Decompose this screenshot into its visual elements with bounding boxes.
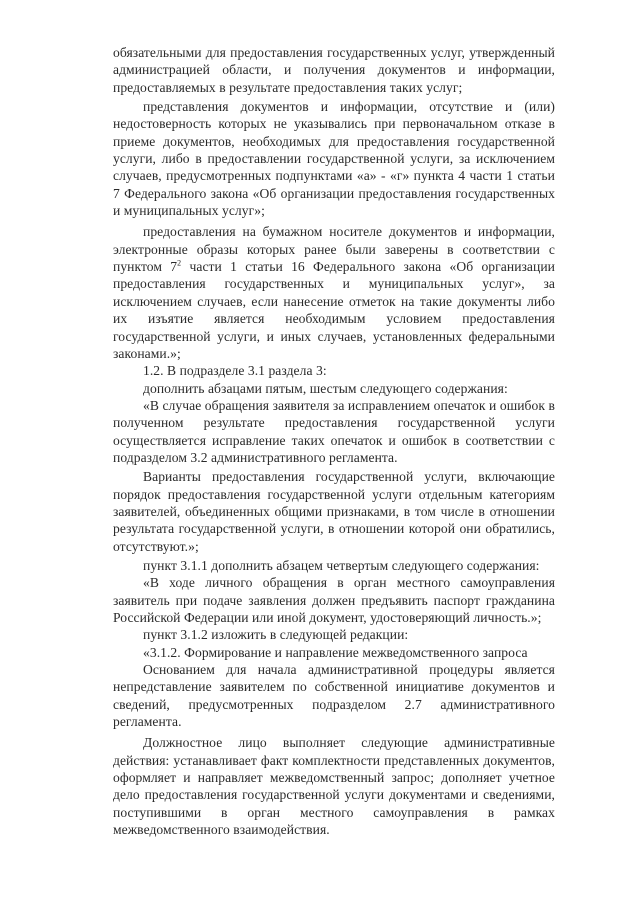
paragraph-basis: Основанием для начала административной процедуры является непредставление заявителем по собственной инициативе документов и сведений, предусмотренных подразделом 2.7 административного регламента.: [113, 662, 555, 730]
superscript-2: 2: [177, 258, 182, 268]
paragraph-heading-3-1-2: «3.1.2. Формирование и направление межведомственного запроса: [143, 644, 528, 660]
paragraph-continuation: обязательными для предоставления государственных услуг, утвержденный администрацией области, и получения документов и информации, предоставляемых в результате предоставления таких услуг;: [113, 45, 555, 95]
paragraph-official-actions: Должностное лицо выполняет следующие административные действия: устанавливает факт комплектности представленных документов, оформляет и направляет межведомственный запрос; дополняет учетное дело предоставления государственной услуги документами и сведениями, поступившими в орган местного самоуправления в рамках межведомственного взаимодействия.: [113, 735, 555, 838]
paragraph-point-3-1-1: пункт 3.1.1 дополнить абзацем четвертым следующего содержания:: [143, 557, 540, 573]
document-body: [113, 44, 555, 838]
paragraph-add-abzacy: дополнить абзацами пятым, шестым следующего содержания:: [143, 380, 508, 396]
paragraph-paper-documents-part2: части 1 статьи 16 Федерального закона «Об организации предоставления государственных и муниципальных услуг», за исключением случаев, если нанесение отметок на такие документы либо их изъятие является необходимым условием предоставления государственной услуги, и иных случаев, установленных федеральными законами.»;: [113, 259, 555, 361]
paragraph-section-1-2: 1.2. В подразделе 3.1 раздела 3:: [143, 363, 327, 379]
paragraph-errors-correction: «В случае обращения заявителя за исправлением опечаток и ошибок в полученном результате предоставления государственной услуги осуществляется исправление таких опечаток и ошибок в соответствии с подразделом 3.2 административного регламента.: [113, 397, 555, 465]
paragraph-paper-documents: [113, 223, 555, 362]
paragraph-paper-documents-part1: предоставления на бумажном носителе документов и информации, электронные образы которых ранее были заверены в соответствии с пунктом 7: [113, 224, 555, 275]
paragraph-point-3-1-2: пункт 3.1.2 изложить в следующей редакции:: [143, 627, 409, 643]
paragraph-documents-information: представления документов и информации, отсутствие и (или) недостоверность которых не указывались при первоначальном отказе в приеме документов, необходимых для предоставления государственной услуги, либо в предоставлении государственной услуги, за исключением случаев, предусмотренных подпунктами «а» - «г» пункта 4 части 1 статьи 7 Федерального закона «Об организации предоставления государственных и муниципальных услуг»;: [113, 99, 555, 219]
paragraph-variants: Варианты предоставления государственной услуги, включающие порядок предоставления государственной услуги отдельным категориям заявителей, объединенных общими признаками, в том числе в отношении результата государственной услуги, в отношении которой они обратились, отсутствуют.»;: [113, 469, 555, 554]
paragraph-personal-appeal: «В ходе личного обращения в орган местного самоуправления заявитель при подаче заявления должен предъявить паспорт гражданина Российской Федерации или иной документ, удостоверяющий личность.»;: [113, 575, 555, 625]
